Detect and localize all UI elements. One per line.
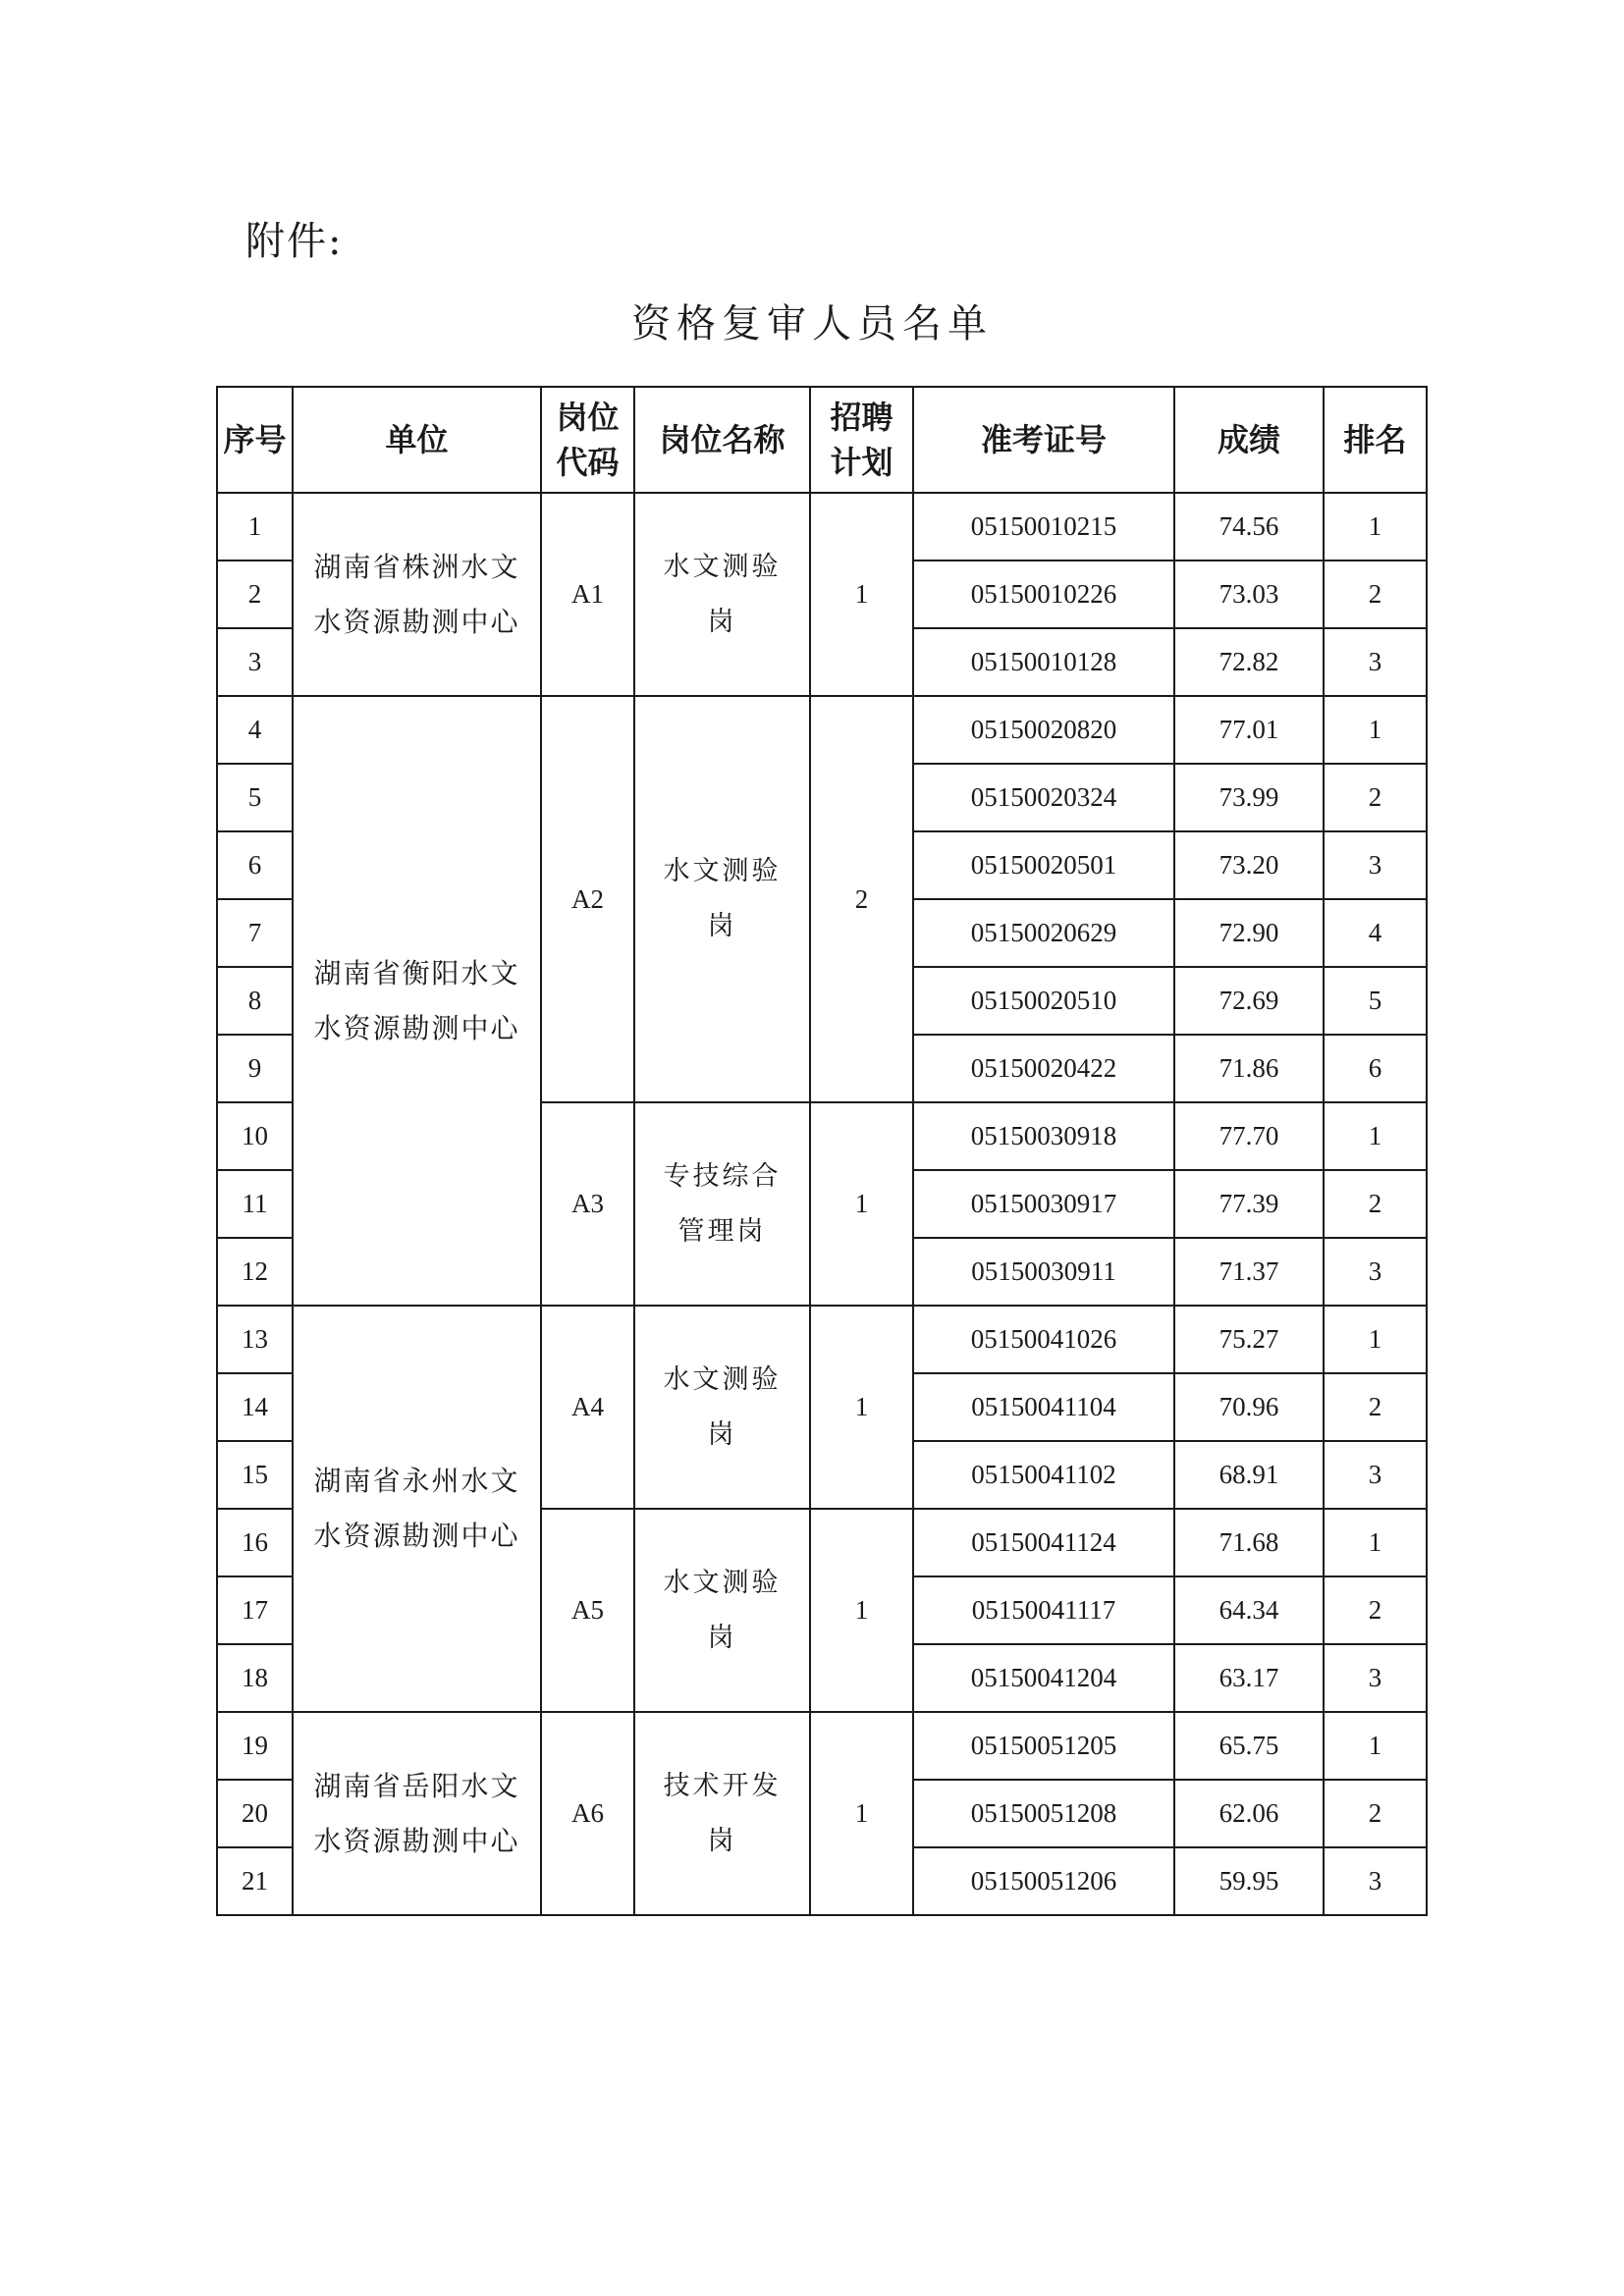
header-row [217, 387, 1427, 493]
seq-cell: 9 [217, 1035, 293, 1102]
post-code-cell: A3 [541, 1102, 634, 1306]
score-cell: 65.75 [1174, 1712, 1324, 1780]
plan-cell: 1 [810, 493, 913, 696]
rank-cell: 6 [1324, 1035, 1427, 1102]
exam-no-cell: 05150020422 [913, 1035, 1174, 1102]
score-cell: 70.96 [1174, 1373, 1324, 1441]
score-cell: 73.20 [1174, 831, 1324, 899]
header-post-code [541, 387, 634, 493]
exam-no-cell: 05150020629 [913, 899, 1174, 967]
exam-no-cell: 05150010226 [913, 561, 1174, 628]
table-body [217, 493, 1427, 1915]
exam-no-cell: 05150010128 [913, 628, 1174, 696]
table-row [217, 493, 1427, 561]
seq-cell: 6 [217, 831, 293, 899]
document-title: 资格复审人员名单 [631, 301, 993, 347]
score-cell: 73.03 [1174, 561, 1324, 628]
seq-cell: 18 [217, 1644, 293, 1712]
header-score: 成绩 [1174, 387, 1324, 493]
review-list-table [216, 386, 1428, 1916]
score-cell: 64.34 [1174, 1576, 1324, 1644]
seq-cell: 20 [217, 1780, 293, 1847]
rank-cell: 1 [1324, 1102, 1427, 1170]
rank-cell: 2 [1324, 1373, 1427, 1441]
post-name-cell [634, 696, 810, 1102]
exam-no-cell: 05150051208 [913, 1780, 1174, 1847]
score-cell: 77.39 [1174, 1170, 1324, 1238]
score-cell: 77.70 [1174, 1102, 1324, 1170]
seq-cell: 16 [217, 1509, 293, 1576]
seq-cell: 14 [217, 1373, 293, 1441]
rank-cell: 1 [1324, 1509, 1427, 1576]
rank-cell: 1 [1324, 1306, 1427, 1373]
score-cell: 75.27 [1174, 1306, 1324, 1373]
unit-name: 湖南省株洲水文水资源勘测中心 [313, 550, 520, 638]
seq-cell: 19 [217, 1712, 293, 1780]
rank-cell: 3 [1324, 831, 1427, 899]
plan-cell: 1 [810, 1306, 913, 1509]
seq-cell: 4 [217, 696, 293, 764]
rank-cell: 2 [1324, 561, 1427, 628]
score-cell: 59.95 [1174, 1847, 1324, 1915]
rank-cell: 1 [1324, 696, 1427, 764]
unit-name-cell [293, 1712, 541, 1915]
rank-cell: 2 [1324, 1780, 1427, 1847]
exam-no-cell: 05150041102 [913, 1441, 1174, 1509]
exam-no-cell: 05150020324 [913, 764, 1174, 831]
table-row [217, 696, 1427, 764]
post-code-cell: A6 [541, 1712, 634, 1915]
seq-cell: 1 [217, 493, 293, 561]
seq-cell: 21 [217, 1847, 293, 1915]
exam-no-cell: 05150020501 [913, 831, 1174, 899]
score-cell: 72.82 [1174, 628, 1324, 696]
header-exam-no: 准考证号 [913, 387, 1174, 493]
rank-cell: 2 [1324, 764, 1427, 831]
score-cell: 71.37 [1174, 1238, 1324, 1306]
rank-cell: 3 [1324, 1238, 1427, 1306]
header-rank: 排名 [1324, 387, 1427, 493]
unit-name-cell [293, 493, 541, 696]
unit-name: 湖南省永州水文水资源勘测中心 [313, 1465, 520, 1552]
exam-no-cell: 05150030918 [913, 1102, 1174, 1170]
rank-cell: 3 [1324, 628, 1427, 696]
post-name: 水文测验岗 [663, 551, 782, 637]
rank-cell: 1 [1324, 493, 1427, 561]
exam-no-cell: 05150041124 [913, 1509, 1174, 1576]
attachment-label: 附件: [245, 219, 344, 264]
exam-no-cell: 05150041104 [913, 1373, 1174, 1441]
seq-cell: 17 [217, 1576, 293, 1644]
post-name: 水文测验岗 [663, 1567, 782, 1653]
score-cell: 72.90 [1174, 899, 1324, 967]
plan-cell: 1 [810, 1102, 913, 1306]
seq-cell: 2 [217, 561, 293, 628]
header-unit: 单位 [293, 387, 541, 493]
exam-no-cell: 05150041117 [913, 1576, 1174, 1644]
score-cell: 77.01 [1174, 696, 1324, 764]
score-cell: 72.69 [1174, 967, 1324, 1035]
post-name-cell [634, 1102, 810, 1306]
score-cell: 74.56 [1174, 493, 1324, 561]
post-name: 水文测验岗 [663, 1363, 782, 1450]
exam-no-cell: 05150041026 [913, 1306, 1174, 1373]
post-name-cell [634, 493, 810, 696]
rank-cell: 5 [1324, 967, 1427, 1035]
unit-name-cell [293, 1306, 541, 1712]
post-code-cell: A1 [541, 493, 634, 696]
seq-cell: 8 [217, 967, 293, 1035]
exam-no-cell: 05150010215 [913, 493, 1174, 561]
post-name: 专技综合管理岗 [663, 1160, 782, 1247]
rank-cell: 2 [1324, 1576, 1427, 1644]
score-cell: 68.91 [1174, 1441, 1324, 1509]
score-cell: 71.68 [1174, 1509, 1324, 1576]
exam-no-cell: 05150030911 [913, 1238, 1174, 1306]
unit-name: 湖南省岳阳水文水资源勘测中心 [313, 1769, 520, 1857]
post-name-cell [634, 1306, 810, 1509]
plan-cell: 1 [810, 1712, 913, 1915]
rank-cell: 3 [1324, 1847, 1427, 1915]
post-code-cell: A5 [541, 1509, 634, 1712]
score-cell: 71.86 [1174, 1035, 1324, 1102]
plan-cell: 2 [810, 696, 913, 1102]
score-cell: 73.99 [1174, 764, 1324, 831]
exam-no-cell: 05150020820 [913, 696, 1174, 764]
seq-cell: 15 [217, 1441, 293, 1509]
header-post-name: 岗位名称 [634, 387, 810, 493]
header-plan-text: 招聘计划 [830, 399, 893, 481]
rank-cell: 4 [1324, 899, 1427, 967]
seq-cell: 7 [217, 899, 293, 967]
table-row [217, 1712, 1427, 1780]
exam-no-cell: 05150030917 [913, 1170, 1174, 1238]
post-name-cell [634, 1712, 810, 1915]
seq-cell: 3 [217, 628, 293, 696]
post-name-cell [634, 1509, 810, 1712]
exam-no-cell: 05150051206 [913, 1847, 1174, 1915]
score-cell: 62.06 [1174, 1780, 1324, 1847]
post-name: 水文测验岗 [663, 856, 782, 941]
post-code-cell: A2 [541, 696, 634, 1102]
post-name: 技术开发岗 [663, 1770, 782, 1856]
exam-no-cell: 05150051205 [913, 1712, 1174, 1780]
rank-cell: 1 [1324, 1712, 1427, 1780]
unit-name-cell [293, 696, 541, 1306]
rank-cell: 3 [1324, 1644, 1427, 1712]
exam-no-cell: 05150041204 [913, 1644, 1174, 1712]
table-row [217, 1306, 1427, 1373]
seq-cell: 12 [217, 1238, 293, 1306]
exam-no-cell: 05150020510 [913, 967, 1174, 1035]
score-cell: 63.17 [1174, 1644, 1324, 1712]
header-post-code-text: 岗位代码 [556, 399, 620, 481]
rank-cell: 3 [1324, 1441, 1427, 1509]
plan-cell: 1 [810, 1509, 913, 1712]
seq-cell: 5 [217, 764, 293, 831]
post-code-cell: A4 [541, 1306, 634, 1509]
seq-cell: 11 [217, 1170, 293, 1238]
header-plan [810, 387, 913, 493]
header-seq: 序号 [217, 387, 293, 493]
seq-cell: 13 [217, 1306, 293, 1373]
unit-name: 湖南省衡阳水文水资源勘测中心 [313, 956, 520, 1044]
seq-cell: 10 [217, 1102, 293, 1170]
rank-cell: 2 [1324, 1170, 1427, 1238]
